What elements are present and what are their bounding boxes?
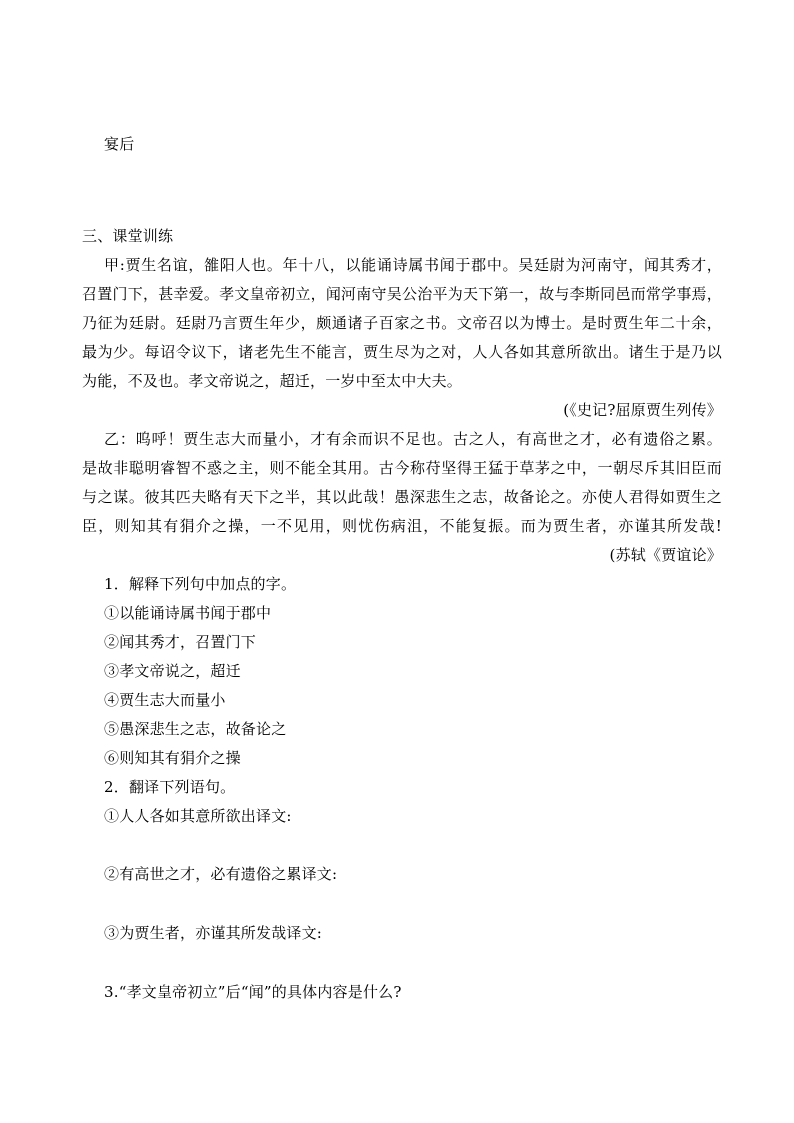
passage-line: 是故非聪明睿智不惑之主，则不能全其用。古今称苻坚得王猛于草茅之中，一朝尽斥其旧臣而: [82, 459, 722, 477]
question-item: ②有高世之才，必有遗俗之累译文:: [104, 865, 338, 883]
question-prompt: 1．解释下列句中加点的字。: [104, 575, 297, 593]
passage-line: 与之谋。彼其匹夫略有天下之半，其以此哉！愚深悲生之志，故备论之。亦使人君得如贾生之: [82, 488, 722, 506]
question-item: ④贾生志大而量小: [104, 691, 226, 709]
question-item: ③为贾生者，亦谨其所发哉译文:: [104, 924, 323, 942]
section-heading: 三、课堂训练: [82, 227, 174, 245]
passage-source: (苏轼《贾谊论》: [609, 546, 722, 564]
passage-line: 为能，不及也。孝文帝说之，超迁，一岁中至太中大夫。: [82, 372, 463, 390]
question-item: ①以能诵诗属书闻于郡中: [104, 604, 272, 622]
question-item: ⑥则知其有狷介之操: [104, 749, 241, 767]
passage-line: 甲:贾生名谊，雒阳人也。年十八，以能诵诗属书闻于郡中。吴廷尉为河南守，闻其秀才，: [104, 256, 722, 274]
question-item: ①人人各如其意所欲出译文:: [104, 807, 292, 825]
passage-line: 乙：呜呼！贾生志大而量小，才有余而识不足也。古之人，有高世之才，必有遗俗之累。: [104, 430, 722, 448]
question-item: ⑤愚深悲生之志，故备论之: [104, 720, 287, 738]
question-item: ③孝文帝说之，超迁: [104, 662, 241, 680]
passage-source: (《史记?屈原贾生列传》: [563, 401, 722, 419]
passage-line: 召置门下，甚幸爱。孝文皇帝初立，闻河南守吴公治平为天下第一，故与李斯同邑而常学事焉，: [82, 285, 722, 303]
question-prompt: 3.“孝文皇帝初立”后“闻”的具体内容是什么?: [104, 983, 402, 1001]
question-item: ②闻其秀才，召置门下: [104, 633, 257, 651]
passage-line: 乃征为廷尉。廷尉乃言贾生年少，颇通诸子百家之书。文帝召以为博士。是时贾生年二十余，: [82, 314, 722, 332]
passage-line: 最为少。每诏令议下，诸老先生不能言，贾生尽为之对，人人各如其意所欲出。诸生于是乃以: [82, 343, 722, 361]
fragment-text: 宴后: [104, 135, 135, 153]
passage-line: 臣，则知其有狷介之操，一不见用，则忧伤病沮，不能复振。而为贾生者，亦谨其所发哉!: [82, 517, 722, 535]
question-prompt: 2．翻译下列语句。: [104, 778, 236, 796]
